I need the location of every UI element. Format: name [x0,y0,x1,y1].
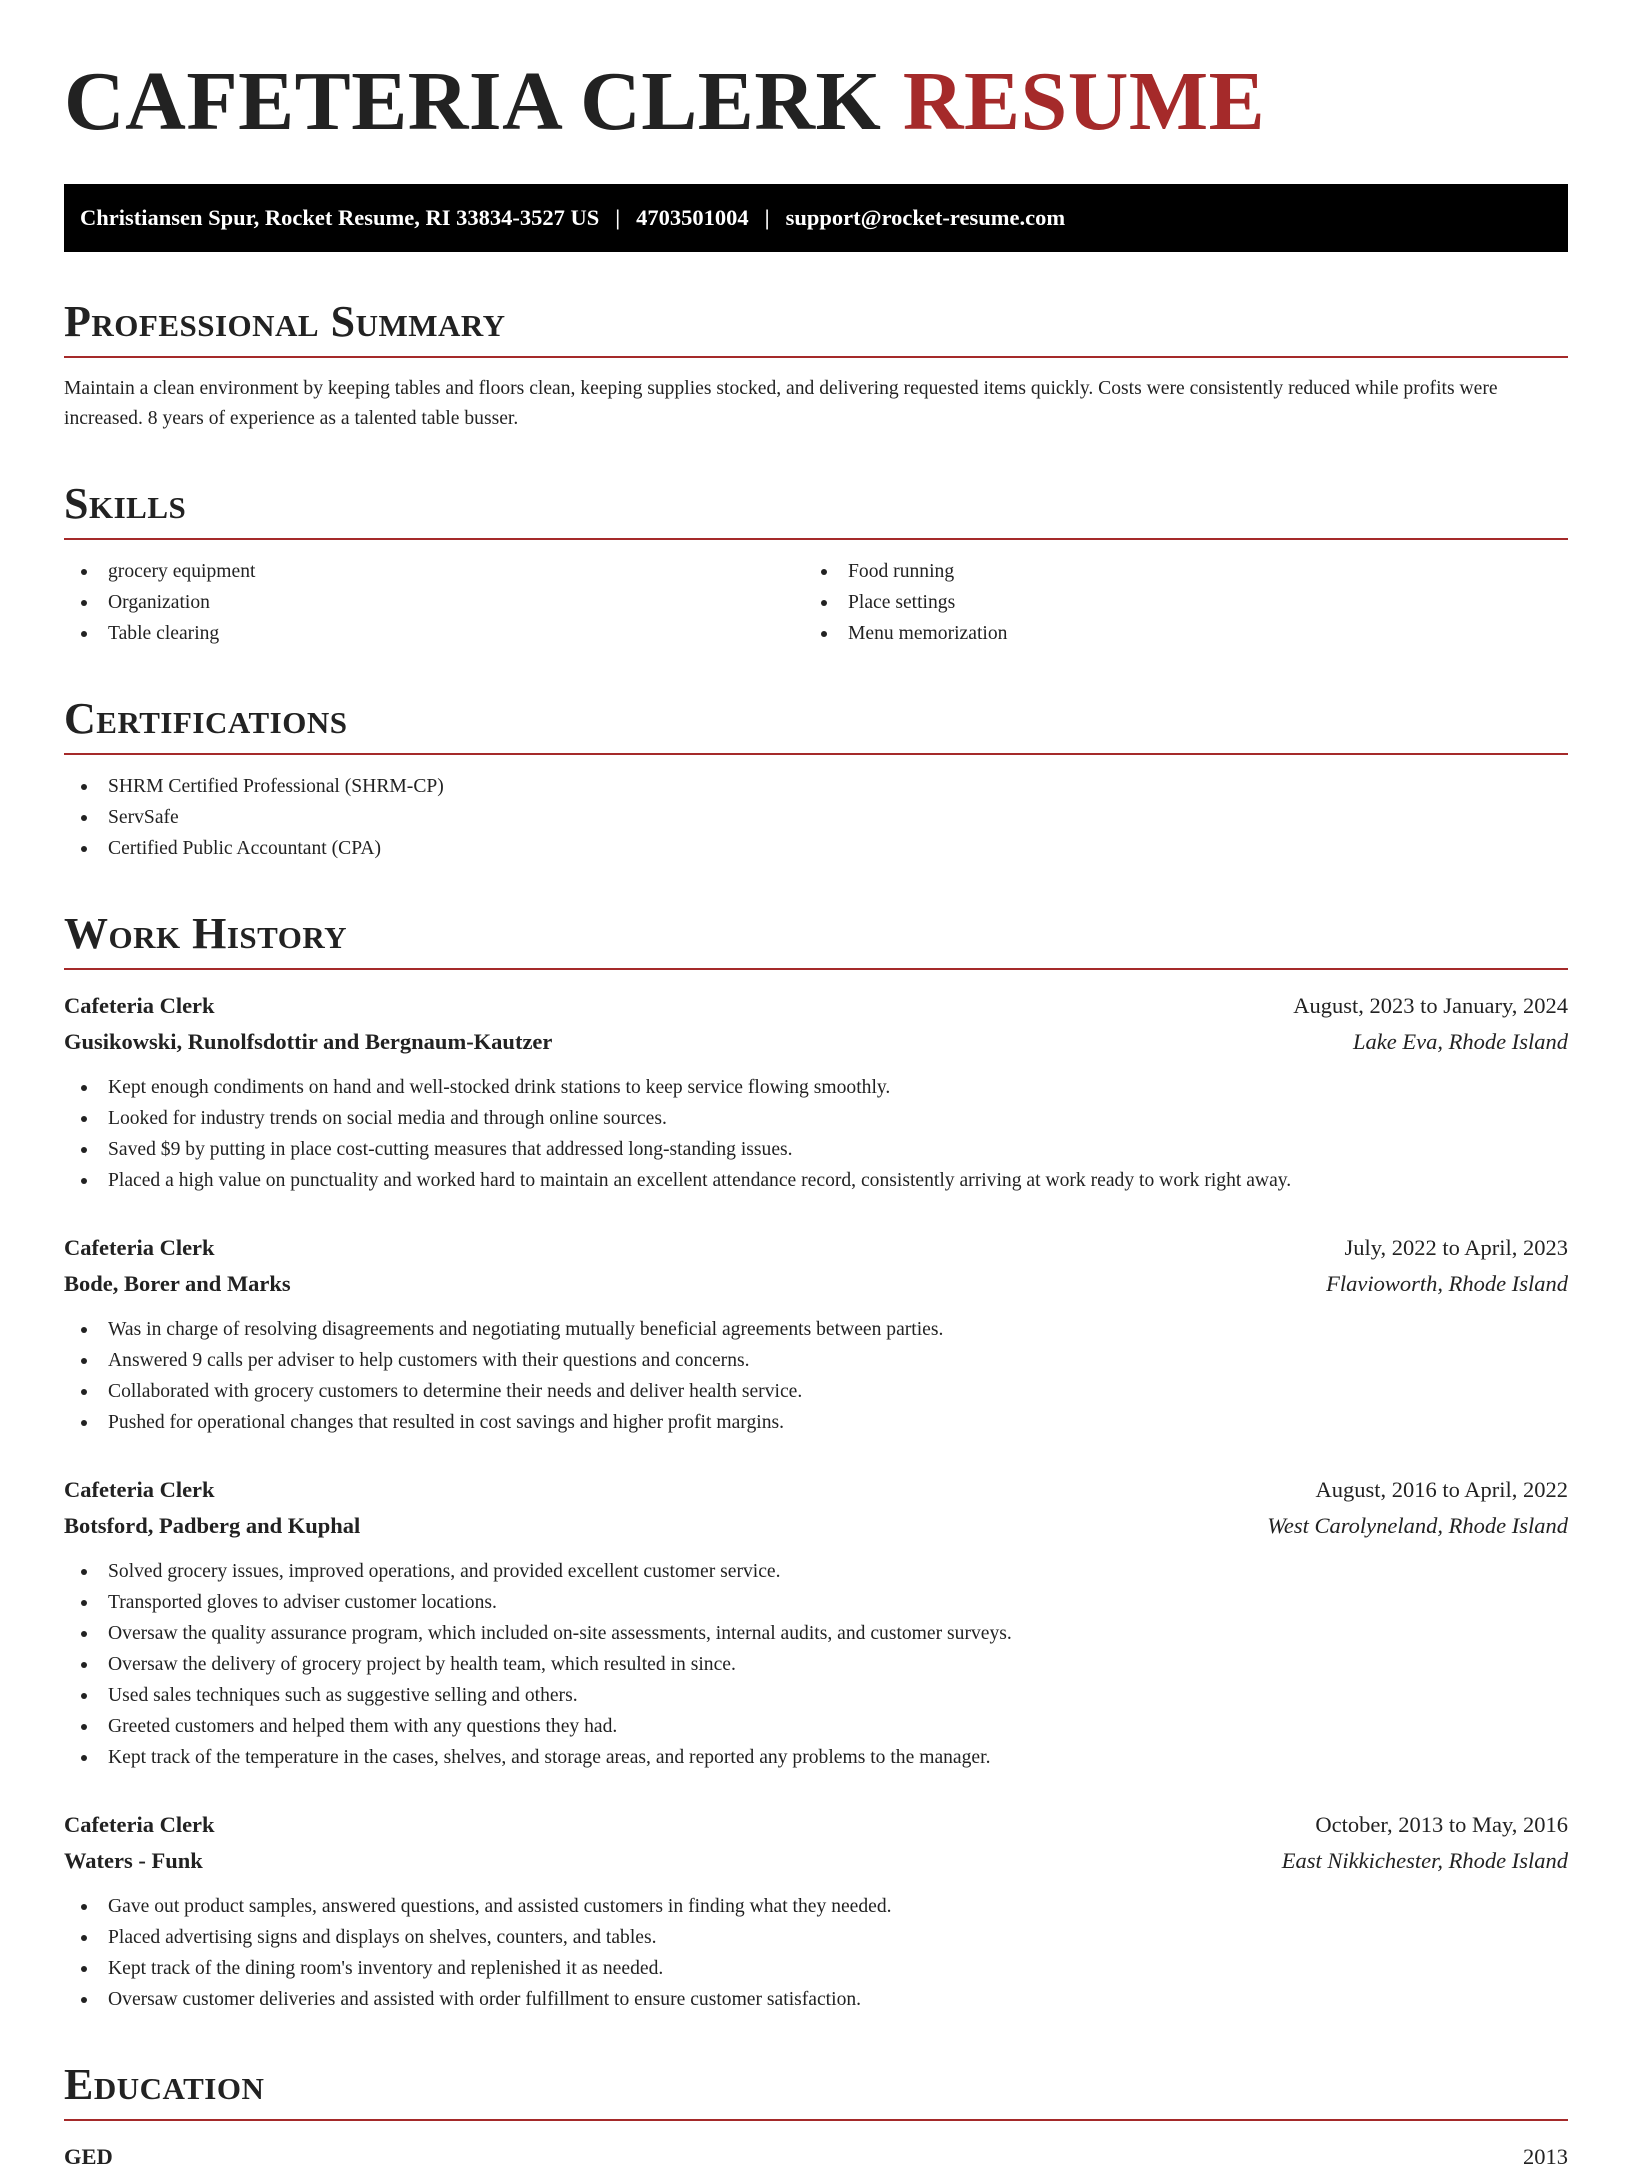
title-main: CAFETERIA CLERK [64,55,882,148]
job-duty: Placed a high value on punctuality and worked hard to maintain an excellent attendance record, consistently arriving at work ready to work right away. [64,1165,1568,1196]
skill-item: Menu memorization [804,618,1568,649]
job-duty: Used sales techniques such as suggestive selling and others. [64,1680,1568,1711]
job-dates: August, 2016 to April, 2022 [1315,1477,1568,1502]
job-duty: Saved $9 by putting in place cost-cutting measures that addressed long-standing issues. [64,1134,1568,1165]
job-duties-list [64,1556,1568,1773]
section-heading: Professional Summary [64,298,1568,358]
job-duty: Answered 9 calls per adviser to help customers with their questions and concerns. [64,1345,1568,1376]
job-company-row [64,1024,1568,1060]
job-title: Cafeteria Clerk [64,1812,215,1837]
job-duty: Oversaw customer deliveries and assisted with order fulfillment to ensure customer satisfaction. [64,1984,1568,2015]
education-year: 2013 [1523,2144,1568,2169]
certifications-list [64,771,1568,864]
skill-item: Table clearing [64,618,804,649]
job-dates: August, 2023 to January, 2024 [1293,993,1568,1018]
certification-item: Certified Public Accountant (CPA) [64,833,1568,864]
job-title: Cafeteria Clerk [64,1477,215,1502]
job-title-row [64,988,1568,1024]
job-duty: Solved grocery issues, improved operations, and provided excellent customer service. [64,1556,1568,1587]
job-duty: Was in charge of resolving disagreements and negotiating mutually beneficial agreements between parties. [64,1314,1568,1345]
job-title-row [64,1807,1568,1843]
contact-separator: | [764,205,770,230]
job-duty: Oversaw the delivery of grocery project by health team, which resulted in since. [64,1649,1568,1680]
work-history-section [64,910,1568,2015]
job-entry [64,988,1568,1196]
job-company: Botsford, Padberg and Kuphal [64,1513,361,1538]
job-duties-list [64,1891,1568,2015]
job-location: Lake Eva, Rhode Island [1353,1029,1568,1054]
certification-item: SHRM Certified Professional (SHRM-CP) [64,771,1568,802]
job-company-row [64,1266,1568,1302]
job-company: Bode, Borer and Marks [64,1271,291,1296]
job-duty: Transported gloves to adviser customer locations. [64,1587,1568,1618]
job-company-row [64,1843,1568,1879]
contact-address: Christiansen Spur, Rocket Resume, RI 33834-3527 US [80,205,600,230]
contact-phone: 4703501004 [636,205,749,230]
job-dates: July, 2022 to April, 2023 [1344,1235,1568,1260]
contact-bar [64,184,1568,252]
skills-list-left [64,556,804,649]
section-heading: Certifications [64,695,1568,755]
job-duty: Pushed for operational changes that resulted in cost savings and higher profit margins. [64,1407,1568,1438]
job-location: Flavioworth, Rhode Island [1326,1271,1568,1296]
job-duties-list [64,1314,1568,1438]
skills-grid [64,556,1568,649]
job-duty: Kept track of the dining room's inventory and replenished it as needed. [64,1953,1568,1984]
skill-item: Place settings [804,587,1568,618]
certification-item: ServSafe [64,802,1568,833]
summary-text: Maintain a clean environment by keeping tables and floors clean, keeping supplies stocked, and delivering requested items quickly. Costs were consistently reduced while profits were increased. 8 years of experience as a talented table busser. [64,378,1498,429]
skills-list-right [804,556,1568,649]
title-accent: RESUME [902,55,1266,148]
education-section [64,2061,1568,2175]
job-duty: Gave out product samples, answered questions, and assisted customers in finding what they needed. [64,1891,1568,1922]
section-heading: Work History [64,910,1568,970]
job-title-row [64,1230,1568,1266]
skill-item: grocery equipment [64,556,804,587]
job-company: Gusikowski, Runolfsdottir and Bergnaum-Kautzer [64,1029,553,1054]
skill-item: Organization [64,587,804,618]
job-dates: October, 2013 to May, 2016 [1315,1812,1568,1837]
resume-title [64,54,1568,150]
job-duty: Greeted customers and helped them with any questions they had. [64,1711,1568,1742]
job-title: Cafeteria Clerk [64,1235,215,1260]
job-duty: Placed advertising signs and displays on shelves, counters, and tables. [64,1922,1568,1953]
job-location: East Nikkichester, Rhode Island [1281,1848,1568,1873]
job-duties-list [64,1072,1568,1196]
skill-item: Food running [804,556,1568,587]
job-duty: Oversaw the quality assurance program, which included on-site assessments, internal audits, and customer surveys. [64,1618,1568,1649]
contact-email: support@rocket-resume.com [785,205,1066,230]
section-heading: Education [64,2061,1568,2121]
job-duty: Looked for industry trends on social media and through online sources. [64,1103,1568,1134]
job-entry [64,1230,1568,1438]
job-title-row [64,1472,1568,1508]
professional-summary-section [64,298,1568,434]
job-title: Cafeteria Clerk [64,993,215,1018]
job-duty: Collaborated with grocery customers to determine their needs and deliver health service. [64,1376,1568,1407]
education-row [64,2139,1568,2175]
job-company-row [64,1508,1568,1544]
job-entry [64,1807,1568,2015]
education-degree: GED [64,2144,113,2169]
job-entry [64,1472,1568,1773]
job-duty: Kept track of the temperature in the cases, shelves, and storage areas, and reported any problems to the manager. [64,1742,1568,1773]
certifications-section [64,695,1568,864]
section-heading: Skills [64,480,1568,540]
skills-section [64,480,1568,649]
contact-separator: | [615,205,621,230]
job-duty: Kept enough condiments on hand and well-stocked drink stations to keep service flowing smoothly. [64,1072,1568,1103]
job-company: Waters - Funk [64,1848,203,1873]
job-location: West Carolyneland, Rhode Island [1267,1513,1568,1538]
